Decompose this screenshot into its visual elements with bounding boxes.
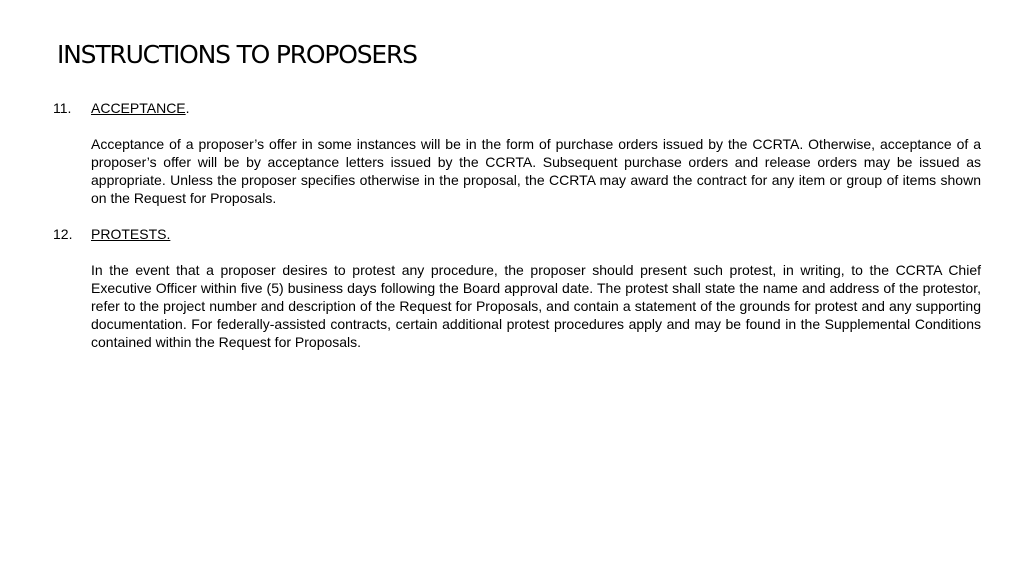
section-header bbox=[53, 99, 981, 117]
section-number: 11. bbox=[53, 100, 72, 116]
section-acceptance bbox=[53, 99, 981, 207]
section-number: 12. bbox=[53, 226, 73, 242]
section-heading bbox=[91, 99, 190, 117]
section-body: Acceptance of a proposer’s offer in some instances will be in the form of purchase orders issued by the CCRTA. Otherwise, acceptance of a proposer’s offer will be by acceptance letters issued by the CCRTA. Subsequent purchase orders and release orders may be issued as appropriate. Unless the proposer specifies otherwise in the proposal, the CCRTA may award the contract for any item or group of items shown on the Request for Proposals. bbox=[91, 136, 981, 206]
section-heading-suffix: . bbox=[185, 100, 190, 116]
section-protests bbox=[53, 225, 981, 351]
section-header bbox=[53, 225, 981, 243]
section-heading-text: PROTESTS. bbox=[91, 226, 171, 242]
section-heading bbox=[91, 225, 170, 243]
section-heading-text: ACCEPTANCE bbox=[91, 100, 186, 116]
page-title: INSTRUCTIONS TO PROPOSERS bbox=[57, 40, 417, 69]
section-body: In the event that a proposer desires to protest any procedure, the proposer should present such protest, in writing, to the CCRTA Chief Executive Officer within five (5) business days following the Board approval date. The protest shall state the name and address of the protestor, refer to the project number and description of the Request for Proposals, and contain a statement of the grounds for protest and any supporting documentation. For federally-assisted contracts, certain additional protest procedures apply and may be found in the Supplemental Conditions contained within the Request for Proposals. bbox=[91, 262, 981, 350]
